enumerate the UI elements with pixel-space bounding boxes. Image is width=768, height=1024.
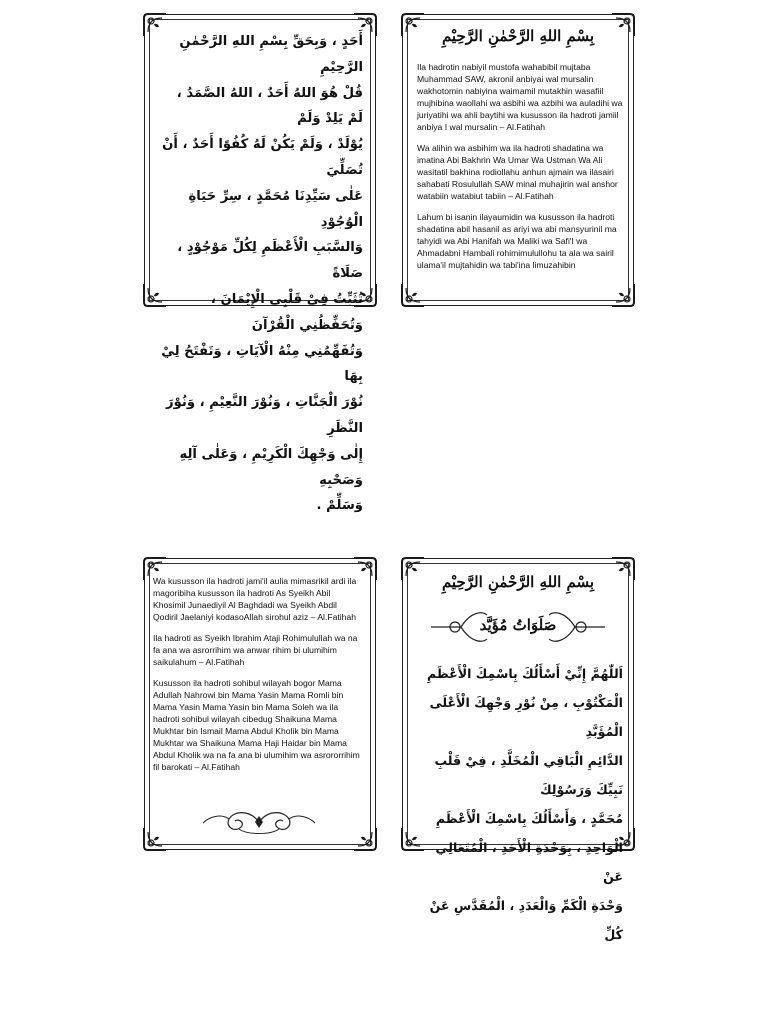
arabic-line: الْمَكْتُوْبِ ، مِنْ نُوْرِ وَجْهِكَ الْأَعْلَى الْمُؤَبَّدِ: [429, 695, 623, 739]
arabic-line: الدَّائِمِ الْبَاقِي الْمُخَلَّدِ ، فِيْ قَلْبِ نَبِيِّكَ وَرَسُوْلِكَ: [434, 753, 623, 797]
corner-ornament-icon: [352, 826, 378, 852]
paragraph: Ila hadroti as Syeikh Ibrahim Ataji Rohimulullah wa na fa ana wa asrorrihim wa anwar rihim bi ulumihim saikulahum – Al.Fatihah: [153, 633, 358, 667]
corner-ornament-icon: [142, 826, 168, 852]
paragraph: Kususson ila hadroti sohibul wilayah bogor Mama Adullah Nahrowi bin Mama Yasin Mama Romli bin Mama Yasin Mama Yasin bin Mama Soleh wa ila hadroti sohibul wilayah cibedug Shaikuna Mama Mukhtar bin Ismail Mama Abdul Kholik bin Mama Mukhtar wa Shaikuna Mama Haji Haidar bin Mama Abdul Kholik wa na fa ana bi ulumihim wa asrororrihim fil barokati – Al.Fatihah: [153, 678, 360, 772]
arabic-text-block: [413, 659, 623, 949]
latin-text-block: [417, 61, 625, 280]
arabic-line: تُثَبِّتُ فِيْ قَلْبِي الْإِيْمَانَ ، وَتُحَفِّظُنِي الْقُرْآنَ: [210, 291, 363, 333]
arabic-line: يُوْلَدْ ، وَلَمْ يَكُنْ لَهُ كُفُوًا أَحَدٌ ، أَنْ تُصَلِّيَ: [162, 137, 363, 178]
paragraph: Ila hadrotin nabiyil mustofa wahabibil mujtaba Muhammad SAW, akronil anbiyai wal mursalin wakhotomin nabiyina waimamil mutakhin wasafiil mujhibina waollahi wa asbihi wa azbihi wa auladihi wa juriyatihi wa ahli baytihi wa kususson ila hadroti jamiil anbiya I wal mursalin – Al.Fatihah: [417, 62, 623, 132]
paragraph: Lahum bi isanin ilayaumidin wa kususson ila hadroti shadatina abil hasanil as ariyi wa abi mansyurinil ma tahyidi wa Abi Hanifah wa Maliki wa Safi'I wa Ahmadabni Hambali rohimimulullohu ta ala wa sairil ulama'il mujtahidin wa tabi'ina limuzahibin: [417, 212, 617, 270]
arabic-line: قُلْ هُوَ اللهُ أَحَدٌ ، اللهُ الصَّمَدُ ، لَمْ يَلِدْ وَلَمْ: [176, 85, 363, 127]
corner-ornament-icon: [610, 556, 636, 582]
arabic-line: إِلٰى وَجْهِكَ الْكَرِيْمِ ، وَعَلٰى آلِهِ وَصَحْبِهِ: [179, 446, 363, 488]
arabic-line: وَتُفَهِّمُنِي مِنْهُ الْآيَاتِ ، وَتَفْتَحُ لِيْ بِهَا: [161, 343, 363, 385]
arabic-line: اَللّٰهُمَّ إِنِّيْ أَسْأَلُكَ بِاسْمِكَ الْأَعْظَمِ: [426, 666, 623, 681]
paragraph: Wa kususson ila hadroti jami'il aulia mimasrikil ardi ila magoribiha kususson ila hadroti As Syeikh Abil Khosimil Junaediyil Al Baghdadi wa Syeikh Abdil Qodiril Jaelaniyi kodasoAllah sirohul aziz – Al.Fatihah: [153, 576, 357, 622]
page-card-4: [402, 558, 634, 942]
arabic-line: وَسَلِّمْ .: [316, 498, 363, 514]
corner-ornament-icon: [610, 12, 636, 38]
arabic-line: مُحَمَّدٍ ، وَأَسْأَلُكَ بِاسْمِكَ الْأَعْظَمِ: [435, 811, 623, 826]
flourish-divider-icon: [199, 807, 319, 837]
arabic-line: نُوْرَ الْجَنَّاتِ ، وَنُوْرَ النَّعِيْمِ ، وَنُوْرَ النَّظَرِ: [166, 395, 363, 436]
basmalah-heading: بِسْمِ اللهِ الرَّحْمٰنِ الرَّحِيْمِ: [441, 27, 595, 45]
arabic-text-block: [157, 29, 363, 519]
arabic-line: وَحْدَةِ الْكَمِّ وَالْعَدَدِ ، الْمُقَدَّسِ عَنْ كُلِّ: [429, 898, 623, 942]
page-card-1: [144, 14, 376, 514]
latin-text-block: [153, 575, 363, 782]
page-card-2: [402, 14, 634, 306]
corner-ornament-icon: [610, 282, 636, 308]
arabic-line: أَحَدٍ ، وَبِحَقِّ بِسْمِ اللهِ الرَّحْمٰنِ الرَّحِيْمِ: [179, 34, 363, 75]
page-card-3: [144, 558, 376, 850]
title-banner: [427, 607, 609, 647]
arabic-line: وَالسَّبَبِ الْأَعْظَمِ لِكُلِّ مَوْجُوْدٍ ، صَلَاةً: [177, 240, 363, 282]
basmalah-heading: بِسْمِ اللهِ الرَّحْمٰنِ الرَّحِيْمِ: [441, 573, 595, 591]
corner-ornament-icon: [400, 282, 426, 308]
salawat-title: صَلَوَاتُ مُؤَيَّد: [479, 616, 557, 634]
arabic-line: عَلٰى سَيِّدِنَا مُحَمَّدٍ ، سِرِّ حَيَاةِ الْوُجُوْدِ: [188, 188, 363, 230]
arabic-line: الْوَاحِدِ ، بِوَحْدَةِ الْأَحَدِ ، الْمُتَعَالِي عَنْ: [435, 840, 623, 884]
paragraph: Wa alihin wa asbihim wa ila hadroti shadatina wa imatina Abi Bakhrin Wa Umar Wa Ustman Wa Ali wasitatil bakhina rodiollahu anhun ajmain wa ilasairi sahabati Rosulullah SAW minal muhajirin wal anshor watabiin watabiut tabiin – Al.Fatihah: [417, 143, 618, 201]
